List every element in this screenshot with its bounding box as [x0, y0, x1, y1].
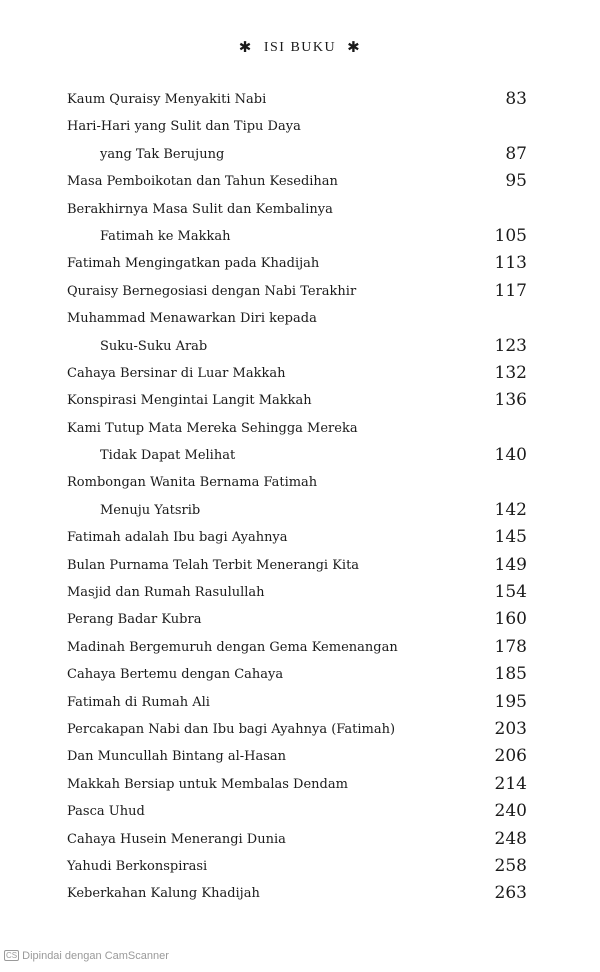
- toc-page-number: 117: [494, 280, 527, 301]
- camscanner-logo-icon: CS: [6, 951, 18, 960]
- toc-entry: [67, 196, 527, 251]
- toc-page-number: 203: [494, 718, 527, 739]
- toc-page-number: 105: [494, 225, 527, 246]
- toc-entry: [67, 250, 527, 277]
- toc-page-number: 140: [494, 445, 527, 466]
- ornament-right-icon: ✱: [347, 40, 362, 56]
- toc-entry-title: Fatimah di Rumah Ali: [67, 694, 210, 710]
- toc-entry-title-continued: Menuju Yatsrib: [100, 502, 201, 518]
- toc-entry-title: Berakhirnya Masa Sulit dan Kembalinya: [67, 201, 333, 217]
- toc-entry: [67, 826, 527, 853]
- toc-page-number: 113: [494, 253, 527, 274]
- toc-entry: [67, 305, 527, 360]
- toc-entry: [67, 168, 527, 195]
- toc-page-number: 195: [494, 691, 527, 712]
- toc-page-number: 136: [494, 390, 527, 411]
- toc-page-number: 206: [494, 746, 527, 767]
- toc-entry: [67, 689, 527, 716]
- toc-page-number: 240: [494, 801, 527, 822]
- toc-page-number: 132: [494, 362, 527, 383]
- toc-entry-title: Konspirasi Mengintai Langit Makkah: [67, 393, 312, 409]
- toc-entry-title: Bulan Purnama Telah Terbit Menerangi Kita: [67, 557, 360, 573]
- toc-entry: [67, 853, 527, 880]
- toc-page-number: 149: [494, 554, 527, 575]
- toc-page-number: 185: [494, 664, 527, 685]
- toc-entry-title-continued: Tidak Dapat Melihat: [100, 448, 236, 464]
- toc-page-number: 83: [505, 89, 527, 109]
- toc-entry-title: Muhammad Menawarkan Diri kepada: [67, 311, 317, 327]
- toc-entry-title: Cahaya Husein Menerangi Dunia: [67, 831, 286, 847]
- table-of-contents: [67, 86, 527, 908]
- watermark-text: Dipindai dengan CamScanner: [22, 950, 169, 962]
- toc-entry: [67, 771, 527, 798]
- toc-page-number: 95: [505, 171, 527, 192]
- toc-entry: [67, 387, 527, 414]
- page-header: [0, 38, 600, 57]
- toc-entry: [67, 716, 527, 743]
- toc-page-number: 248: [494, 828, 527, 849]
- toc-entry-title-continued: Suku-Suku Arab: [100, 338, 208, 354]
- toc-entry: [67, 634, 527, 661]
- toc-entry: [67, 278, 527, 305]
- toc-entry-title-continued: yang Tak Berujung: [100, 146, 225, 162]
- toc-entry: [67, 579, 527, 606]
- toc-page-number: 154: [494, 582, 527, 603]
- toc-entry-title: Madinah Bergemuruh dengan Gema Kemenangan: [67, 639, 398, 655]
- toc-entry: [67, 469, 527, 524]
- toc-entry-title: Yahudi Berkonspirasi: [67, 858, 208, 874]
- toc-entry-title: Kami Tutup Mata Mereka Sehingga Mereka: [67, 420, 358, 436]
- toc-entry: [67, 113, 527, 168]
- toc-page-number: 123: [494, 335, 527, 356]
- toc-entry: [67, 524, 527, 551]
- toc-entry: [67, 661, 527, 688]
- toc-entry: [67, 360, 527, 387]
- toc-entry: [67, 415, 527, 470]
- toc-entry-title-continued: Fatimah ke Makkah: [100, 228, 231, 244]
- toc-entry: [67, 880, 527, 907]
- toc-entry-title: Cahaya Bersinar di Luar Makkah: [67, 365, 286, 381]
- toc-page-number: 263: [494, 883, 527, 904]
- toc-entry-title: Kaum Quraisy Menyakiti Nabi: [67, 92, 267, 107]
- toc-page-number: 142: [494, 499, 527, 520]
- toc-entry-title: Makkah Bersiap untuk Membalas Dendam: [67, 776, 348, 792]
- ornament-left-icon: ✱: [238, 40, 253, 56]
- toc-entry: [67, 798, 527, 825]
- toc-entry-title: Rombongan Wanita Bernama Fatimah: [67, 475, 318, 491]
- scanner-watermark: [4, 950, 169, 962]
- toc-page-number: 145: [494, 527, 527, 548]
- toc-entry-title: Masa Pemboikotan dan Tahun Kesedihan: [67, 174, 338, 190]
- toc-entry-title: Perang Badar Kubra: [67, 612, 202, 628]
- toc-entry: [67, 86, 527, 113]
- toc-entry-title: Pasca Uhud: [67, 804, 145, 820]
- toc-page-number: 214: [494, 773, 527, 794]
- toc-entry-title: Masjid dan Rumah Rasulullah: [67, 585, 265, 601]
- toc-page-number: 178: [494, 636, 527, 657]
- header-title: ISI BUKU: [263, 40, 337, 55]
- toc-entry-title: Keberkahan Kalung Khadijah: [67, 886, 260, 902]
- toc-entry-title: Fatimah Mengingatkan pada Khadijah: [67, 256, 320, 272]
- toc-entry-title: Cahaya Bertemu dengan Cahaya: [67, 667, 284, 683]
- toc-entry-title: Fatimah adalah Ibu bagi Ayahnya: [67, 530, 288, 546]
- toc-page-number: 87: [505, 143, 527, 164]
- toc-entry-title: Quraisy Bernegosiasi dengan Nabi Terakhir: [67, 283, 357, 299]
- toc-entry: [67, 743, 527, 770]
- toc-entry-title: Dan Muncullah Bintang al-Hasan: [67, 749, 287, 765]
- toc-entry: [67, 606, 527, 633]
- toc-page-number: 160: [494, 609, 527, 630]
- toc-entry: [67, 552, 527, 579]
- toc-entry-title: Percakapan Nabi dan Ibu bagi Ayahnya (Fatimah): [67, 721, 396, 737]
- toc-page-number: 258: [494, 855, 527, 876]
- toc-entry-title: Hari-Hari yang Sulit dan Tipu Daya: [67, 119, 301, 135]
